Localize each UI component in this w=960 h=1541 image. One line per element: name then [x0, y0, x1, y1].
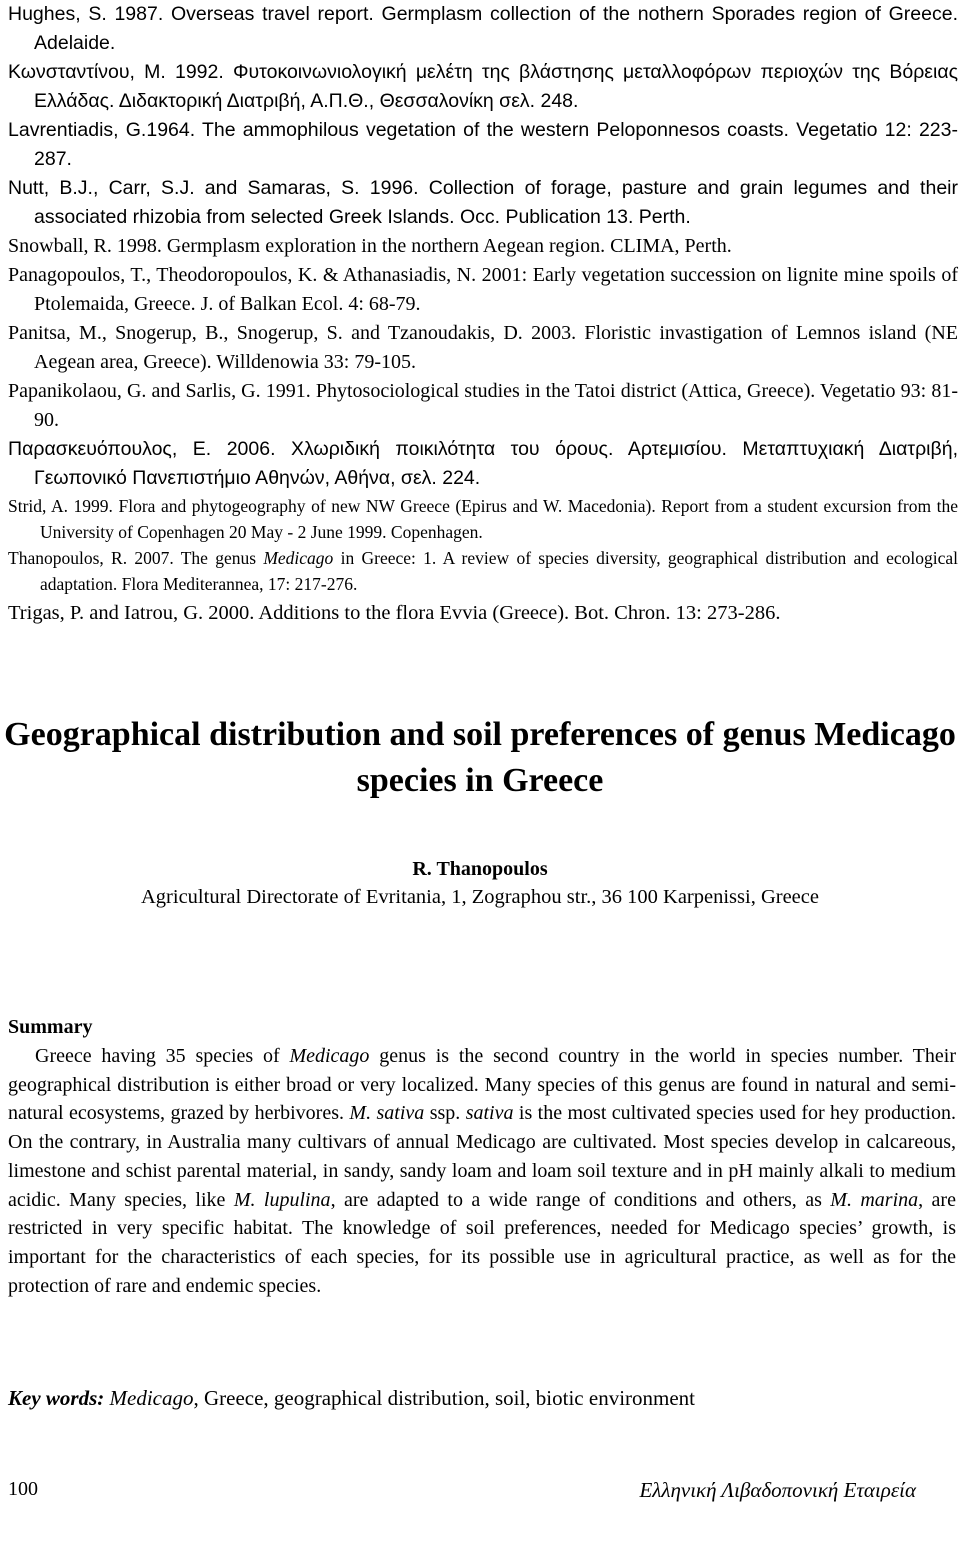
species-name: sativa	[465, 1102, 514, 1125]
reference-item: Παρασκευόπουλος, Ε. 2006. Χλωριδική ποικιλότητα του όρους. Αρτεμισίου. Μεταπτυχιακή Διατριβή, Γεωπονικό Πανεπιστήμιο Αθηνών, Αθήνα, σελ. 224.	[8, 438, 958, 489]
reference-item: Trigas, P. and Iatrou, G. 2000. Additions to the flora Evvia (Greece). Bot. Chron. 13: 273-286.	[8, 602, 781, 624]
summary-text: , are adapted to a wide range of conditions and others, as	[330, 1188, 831, 1211]
summary-text: ssp.	[424, 1102, 466, 1125]
species-name: M. lupulina	[233, 1188, 331, 1211]
reference-item: Panitsa, M., Snogerup, B., Snogerup, S. and Tzanoudakis, D. 2003. Floristic invastigation of Lemnos island (NE Aegean area, Greece). Willdenowia 33: 79-105.	[8, 322, 958, 373]
reference-item: Κωνσταντίνου, Μ. 1992. Φυτοκοινωνιολογική μελέτη της βλάστησης μεταλλοφόρων περιοχών της Βόρειας Ελλάδας. Διδακτορική Διατριβή, Α.Π.Θ., Θεσσαλονίκη σελ. 248.	[8, 61, 958, 112]
references-list	[8, 0, 958, 629]
reference-item: Nutt, B.J., Carr, S.J. and Samaras, S. 1996. Collection of forage, pasture and grain legumes and their associated rhizobia from selected Greek Islands. Occ. Publication 13. Perth.	[8, 177, 958, 228]
species-name: M. marina	[830, 1188, 919, 1211]
reference-item: Hughes, S. 1987. Overseas travel report. Germplasm collection of the nothern Sporades region of Greece. Adelaide.	[8, 3, 958, 54]
reference-text: Thanopoulos, R. 2007. The genus	[8, 548, 264, 568]
keywords-line	[8, 1386, 956, 1411]
author-name: R. Thanopoulos	[412, 858, 548, 880]
footer-society: Ελληνική Λιβαδοπονική Εταιρεία	[639, 1478, 916, 1502]
page-number: 100	[8, 1478, 38, 1500]
species-name: M. sativa	[349, 1102, 425, 1125]
author-affiliation: Agricultural Directorate of Evritania, 1, Zographou str., 36 100 Karpenissi, Greece	[141, 886, 819, 908]
summary-heading: Summary	[8, 1016, 93, 1038]
reference-item: Lavrentiadis, G.1964. The ammophilous vegetation of the western Peloponnesos coasts. Vegetatio 12: 223-287.	[8, 119, 958, 170]
summary-text: genus is the second country in the world in species number. Their geographical distribution is either broad or very localized. Many species of this genus are found in natural and semi-natural ecosystems, grazed by herbivores.	[8, 1045, 956, 1125]
reference-text: in Greece: 1. A review of species diversity, geographical distribution and ecological adaptation. Flora Mediterannea, 17: 217-276.	[40, 548, 958, 594]
keywords-text: , Greece, geographical distribution, soil, biotic environment	[193, 1386, 696, 1410]
species-name: Medicago	[289, 1045, 370, 1067]
genus-name: Medicago	[263, 548, 334, 568]
reference-item: Snowball, R. 1998. Germplasm exploration in the northern Aegean region. CLIMA, Perth.	[8, 235, 732, 257]
reference-item: Strid, A. 1999. Flora and phytogeography of new NW Greece (Epirus and W. Macedonia). Report from a student excursion from the University of Copenhagen 20 May - 2 June 1999. Copenhagen.	[8, 496, 958, 542]
keywords-label: Key words:	[8, 1386, 105, 1410]
reference-item: Panagopoulos, T., Theodoropoulos, K. & Athanasiadis, N. 2001: Early vegetation succession on lignite mine spoils of Ptolemaida, Greece. J. of Balkan Ecol. 4: 68-79.	[8, 264, 958, 315]
summary-text: , are restricted in very specific habitat. The knowledge of soil preferences, needed for Medicago species’ growth, is important for the characteristics of each species, for its possible use in agricultural practice, as well as for the protection of rare and endemic species.	[8, 1188, 956, 1297]
reference-item: Papanikolaou, G. and Sarlis, G. 1991. Phytosociological studies in the Tatoi district (Attica, Greece). Vegetatio 93: 81-90.	[8, 380, 958, 431]
keyword-genus: Medicago	[109, 1386, 194, 1410]
reference-item	[8, 545, 958, 597]
summary-paragraph	[8, 1042, 956, 1300]
paper-title: Geographical distribution and soil preferences of genus Medicago species in Greece	[4, 716, 956, 799]
summary-text: Greece having 35 species of	[35, 1045, 290, 1067]
summary-text: is the most cultivated species used for hey production. On the contrary, in Australia many cultivars of annual Medicago are cultivated. Most species develop in calcareous, limestone and schist parental material, in sandy, sandy loam and loam soil texture and in pH mainly alkali to medium acidic. Many species, like	[8, 1102, 957, 1211]
